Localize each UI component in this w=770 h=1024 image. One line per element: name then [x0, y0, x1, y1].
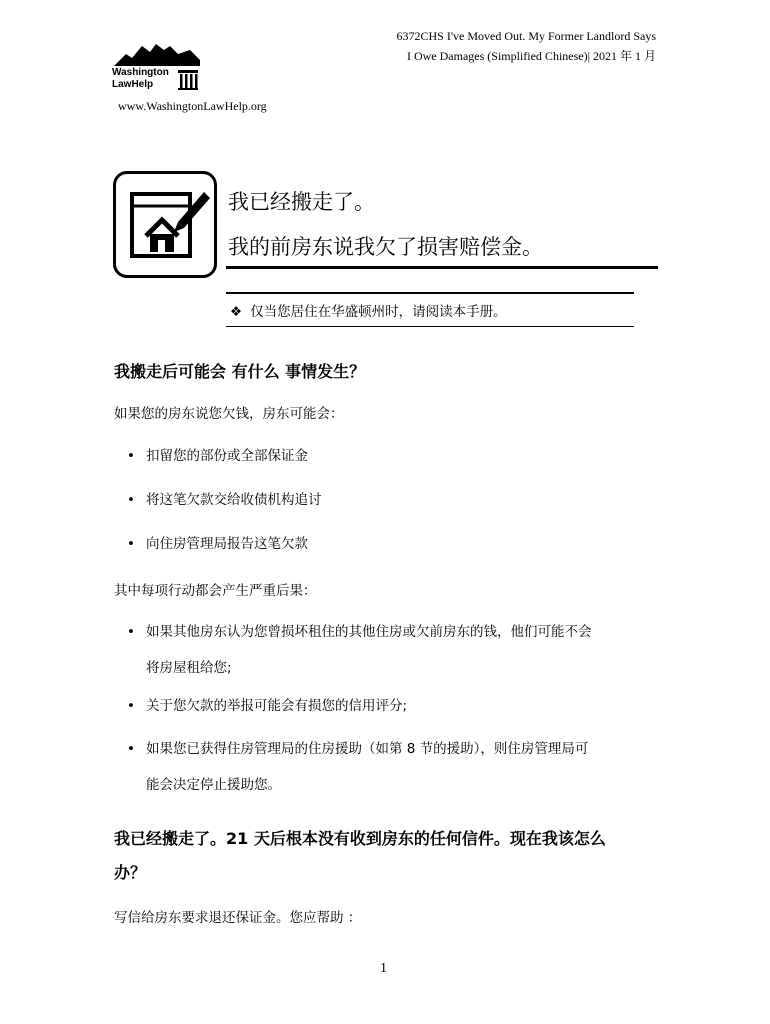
list-item: • 关于您欠款的举报可能会有损您的信用评分;: [146, 692, 407, 720]
site-url: www.WashingtonLawHelp.org: [118, 99, 267, 113]
section2-heading-line2: 办？: [114, 863, 147, 882]
list-item: • 如果其他房东认为您曾损坏租住的其他住房或欠前房东的钱，他们可能不会 将房屋租给您;: [146, 618, 592, 682]
note-bottom-rule: [226, 326, 634, 327]
bullet-dot-icon: •: [127, 448, 135, 464]
list-item: • 如果您已获得住房管理局的住房援助（如第 8 节的援助），则住房管理局可 能会决定停止援助您。: [146, 735, 588, 799]
bullet-dot-icon: •: [127, 624, 135, 640]
diamond-bullet-icon: ❖: [230, 304, 243, 320]
bullet-dot-icon: •: [127, 698, 135, 714]
section2-body: 写信给房东要求退还保证金。您应帮助 ：: [114, 910, 362, 926]
title-underline: [226, 266, 658, 269]
bullet-dot-icon: •: [127, 492, 135, 508]
page-title-line2: 我的前房东说我欠了损害赔偿金。: [228, 235, 543, 259]
page-number: 1: [380, 961, 387, 976]
document-header: [397, 26, 656, 66]
page-title-line1: 我已经搬走了。: [228, 190, 375, 214]
logo-text-washington: Washington: [112, 67, 169, 78]
list-item: • 向住房管理局报告这笔欠款: [146, 530, 308, 558]
eligibility-note-text: 仅当您居住在华盛顿州时，请阅读本手册。: [250, 304, 507, 320]
section1-heading: 我搬走后可能会 有什么 事情发生？: [114, 362, 366, 381]
washington-lawhelp-logo: [112, 40, 202, 96]
bullet-dot-icon: •: [127, 741, 135, 757]
note-top-rule: [226, 292, 634, 294]
section1-intro: 如果您的房东说您欠钱，房东可能会：: [114, 406, 344, 422]
document-id-line: 6372CHS I've Moved Out. My Former Landlord Says: [396, 29, 656, 43]
eligibility-note: [230, 300, 507, 320]
list-item: • 扣留您的部份或全部保证金: [146, 442, 308, 470]
list-item: • 将这笔欠款交给收债机构追讨: [146, 486, 322, 514]
consequence-intro: 其中每项行动都会产生严重后果：: [114, 583, 317, 599]
logo-text-lawhelp: LawHelp: [112, 79, 154, 90]
section2-heading-line1: 我已经搬走了。21 天后根本没有收到房东的任何信件。现在我该怎么: [114, 829, 606, 848]
document-language-date-line: I Owe Damages (Simplified Chinese)| 2021 年 1 月: [406, 49, 656, 63]
bullet-dot-icon: •: [127, 536, 135, 552]
house-plan-icon: [113, 171, 217, 278]
